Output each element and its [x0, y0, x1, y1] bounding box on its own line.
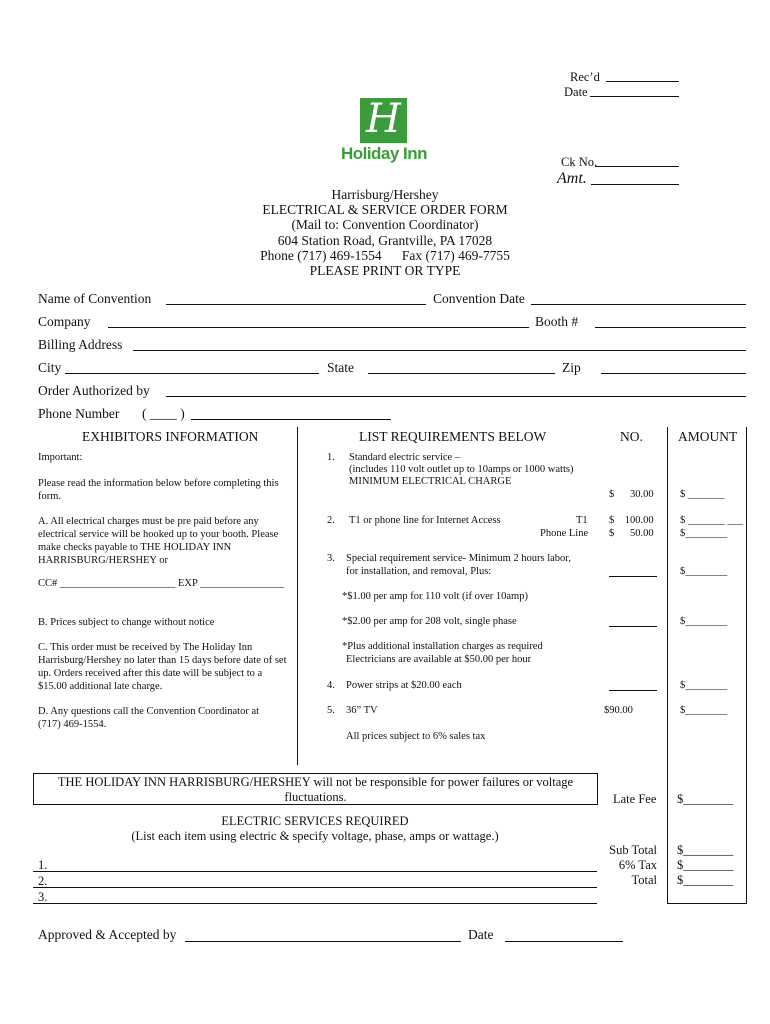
req-1-price: $ 30.00	[609, 489, 654, 500]
company-label: Company	[38, 314, 91, 329]
req-3-208-no-field[interactable]	[609, 626, 657, 627]
req-4-no-field[interactable]	[609, 690, 657, 691]
phone-area-code[interactable]: ( ____ )	[142, 406, 185, 421]
phone-number-input[interactable]	[191, 419, 391, 420]
state-input[interactable]	[368, 373, 555, 374]
order-authorized-label: Order Authorized by	[38, 383, 150, 398]
tax-field[interactable]: $________	[677, 858, 734, 872]
req-2-title: T1 or phone line for Internet Access	[349, 515, 501, 526]
date-field[interactable]	[590, 96, 679, 97]
order-authorized-input[interactable]	[166, 396, 746, 397]
req-5-price: $90.00	[604, 705, 633, 716]
note-b-text: B. Prices subject to change without notice	[38, 617, 215, 628]
booth-input[interactable]	[595, 327, 746, 328]
req-2-phone-label: Phone Line	[540, 528, 589, 539]
req-3-amount-field[interactable]: $________	[680, 566, 728, 577]
req-1-amount-field[interactable]: $ _______	[680, 489, 725, 500]
logo-wordmark: Holiday Inn	[340, 144, 428, 163]
important-label: Important:	[38, 452, 83, 463]
zip-input[interactable]	[601, 373, 746, 374]
req-3-title: Special requirement service- Minimum 2 hours labor,	[346, 553, 571, 564]
date-label: Date	[564, 85, 588, 99]
req-1-title: Standard electric service –	[349, 452, 461, 463]
billing-address-label: Billing Address	[38, 337, 123, 352]
city-label: City	[38, 360, 62, 375]
phone-number-label: Phone Number	[38, 406, 120, 421]
total-field[interactable]: $________	[677, 873, 734, 887]
name-of-convention-label: Name of Convention	[38, 291, 152, 306]
logo-mark-letter: H	[366, 96, 401, 142]
req-1-number: 1.	[327, 452, 335, 463]
header-phone-fax: Phone (717) 469-1554 Fax (717) 469-7755	[260, 247, 510, 263]
req-3-number: 3.	[327, 553, 335, 564]
sub-total-label: Sub Total	[609, 843, 657, 857]
req-5-number: 5.	[327, 705, 335, 716]
requirements-heading: LIST REQUIREMENTS BELOW	[359, 429, 547, 444]
header-mail-to: (Mail to: Convention Coordinator)	[291, 217, 479, 233]
note-c-text: C. This order must be received by The Holiday Inn Harrisburg/Hershey no later than 15 days before date of set up. Orders received after this date will be subject to a $15.00 additional late charge.	[38, 642, 287, 692]
amount-heading: AMOUNT	[678, 429, 738, 444]
convention-date-input[interactable]	[531, 304, 746, 305]
name-of-convention-input[interactable]	[166, 304, 426, 305]
electric-item-3-label: 3.	[38, 890, 48, 904]
header-address: 604 Station Road, Grantville, PA 17028	[277, 232, 493, 248]
recd-label: Rec’d	[570, 70, 600, 84]
ck-no-label: Ck No.	[561, 155, 598, 169]
approved-by-label: Approved & Accepted by	[38, 927, 177, 942]
billing-address-input[interactable]	[133, 350, 746, 351]
req-3-amp-110: *$1.00 per amp for 110 volt (if over 10amp)	[342, 591, 528, 602]
req-5-title: 36” TV	[346, 705, 378, 716]
req-4-amount-field[interactable]: $________	[680, 680, 728, 691]
disclaimer-text: THE HOLIDAY INN HARRISBURG/HERSHEY will not be responsible for power failures or voltage fluctuations.	[57, 775, 574, 804]
req-3-amp-208: *$2.00 per amp for 208 volt, single phase	[342, 616, 517, 627]
note-d-text: D. Any questions call the Convention Coordinator at (717) 469-1554.	[38, 706, 260, 730]
state-label: State	[327, 360, 354, 375]
form-header	[0, 187, 770, 278]
sales-tax-note: All prices subject to 6% sales tax	[346, 731, 486, 742]
sub-total-field[interactable]: $________	[677, 843, 734, 857]
column-divider	[297, 427, 298, 765]
req-4-title: Power strips at $20.00 each	[346, 680, 462, 691]
disclaimer-box	[33, 773, 598, 805]
holiday-inn-logo	[338, 98, 430, 170]
zip-label: Zip	[562, 360, 581, 375]
amt-label: Amt.	[557, 170, 587, 187]
credit-card-field[interactable]: CC# ______________________ EXP ________________	[38, 578, 285, 589]
late-fee-label: Late Fee	[613, 792, 657, 806]
approved-by-input[interactable]	[185, 941, 461, 942]
total-label: Total	[631, 873, 657, 887]
recd-field[interactable]	[606, 81, 679, 82]
req-2-t1-price: $ 100.00	[609, 515, 654, 526]
form-title: ELECTRICAL & SERVICE ORDER FORM	[262, 202, 508, 218]
read-info-text: Please read the information below before completing this form.	[38, 478, 279, 502]
electric-services-subtitle: (List each item using electric & specify voltage, phase, amps or wattage.)	[131, 829, 499, 843]
req-2-number: 2.	[327, 515, 335, 526]
city-input[interactable]	[65, 373, 319, 374]
electric-item-2-input[interactable]	[33, 887, 597, 888]
approval-date-input[interactable]	[505, 941, 623, 942]
amount-column-left-border	[667, 427, 668, 903]
req-1-detail: (includes 110 volt outlet up to 10amps or 1000 watts)	[349, 464, 574, 475]
req-2-t1-amount-field[interactable]: $ _______ ___	[680, 515, 743, 526]
company-input[interactable]	[108, 327, 529, 328]
electric-item-1-input[interactable]	[33, 871, 597, 872]
header-location: Harrisburg/Hershey	[331, 187, 439, 202]
req-2-t1-label: T1	[576, 515, 588, 526]
note-a-text: A. All electrical charges must be pre paid before any electrical service will be hooked up to your booth. Please make checks payable to THE HOLIDAY INN HARRISBURG/HERSHEY or	[38, 516, 279, 566]
electric-services-title: ELECTRIC SERVICES REQUIRED	[221, 814, 409, 828]
approval-date-label: Date	[468, 927, 494, 942]
req-1-minimum: MINIMUM ELECTRICAL CHARGE	[349, 476, 512, 487]
req-3-detail: for installation, and removal, Plus:	[346, 566, 492, 577]
req-3-208-amount-field[interactable]: $________	[680, 616, 728, 627]
header-instruction: PLEASE PRINT OR TYPE	[309, 263, 461, 279]
electric-item-2-label: 2.	[38, 874, 48, 888]
tax-label: 6% Tax	[618, 858, 657, 872]
req-4-number: 4.	[327, 680, 335, 691]
booth-label: Booth #	[535, 314, 579, 329]
exhibitors-info-heading: EXHIBITORS INFORMATION	[82, 429, 259, 444]
late-fee-field[interactable]: $________	[677, 792, 734, 806]
amt-field[interactable]	[591, 184, 679, 185]
req-2-phone-amount-field[interactable]: $________	[680, 528, 728, 539]
req-2-phone-price: $ 50.00	[609, 528, 654, 539]
amount-column-right-border	[746, 427, 747, 903]
no-heading: NO.	[620, 429, 643, 444]
amount-column-bottom-border	[667, 903, 747, 904]
electric-item-3-input[interactable]	[33, 903, 597, 904]
electric-item-1-label: 1.	[38, 858, 48, 872]
req-3-electricians-note: Electricians are available at $50.00 per hour	[346, 654, 532, 665]
logo-mark-icon	[360, 98, 407, 143]
req-5-amount-field[interactable]: $________	[680, 705, 728, 716]
req-3-plus-note: *Plus additional installation charges as required	[342, 641, 543, 652]
convention-date-label: Convention Date	[433, 291, 525, 306]
ck-no-field[interactable]	[595, 166, 679, 167]
req-3-no-field[interactable]	[609, 576, 657, 577]
